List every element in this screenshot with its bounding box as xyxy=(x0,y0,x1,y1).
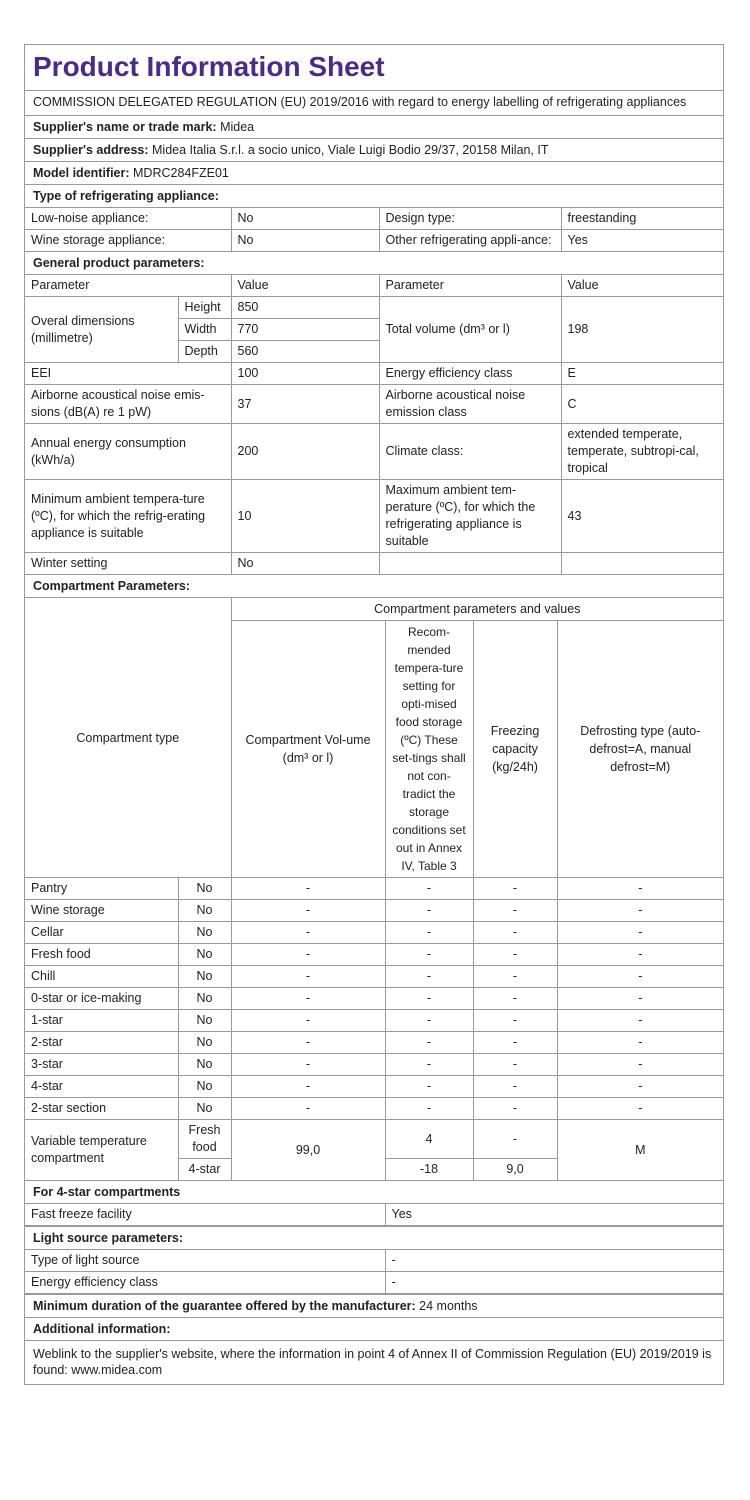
compartment-defrost: - xyxy=(557,922,723,944)
max-temp-label: Maximum ambient tem-perature (ºC), for which the refrigerating appliance is suitable xyxy=(379,480,561,553)
guarantee-value: 24 months xyxy=(419,1299,478,1313)
energy-class-label: Energy efficiency class xyxy=(379,363,561,385)
table-row xyxy=(25,966,723,988)
compartment-freezing: - xyxy=(473,1054,557,1076)
parameter-header-2: Parameter xyxy=(379,275,561,297)
volume-header: Compartment Vol-ume (dm³ or l) xyxy=(231,621,385,878)
compartment-freezing: - xyxy=(473,1076,557,1098)
light-type-label: Type of light source xyxy=(25,1250,385,1272)
variable-freeze-4star: 9,0 xyxy=(473,1159,557,1181)
compartment-name: Fresh food xyxy=(25,944,178,966)
general-parameters-table xyxy=(25,275,723,575)
compartment-temperature: - xyxy=(385,966,473,988)
compartment-name: 1-star xyxy=(25,1010,178,1032)
width-label: Width xyxy=(178,319,231,341)
compartment-freezing: - xyxy=(473,1010,557,1032)
compartment-name: 2-star xyxy=(25,1032,178,1054)
fast-freeze-label: Fast freeze facility xyxy=(25,1204,385,1226)
compartment-freezing: - xyxy=(473,1098,557,1120)
noise-class-value: C xyxy=(561,385,723,424)
compartment-volume: - xyxy=(231,966,385,988)
other-appliance-label: Other refrigerating appli-ance: xyxy=(379,230,561,252)
compartment-table xyxy=(25,598,723,1181)
max-temp-value: 43 xyxy=(561,480,723,553)
min-temp-value: 10 xyxy=(231,480,379,553)
compartment-freezing: - xyxy=(473,944,557,966)
compartment-volume: - xyxy=(231,1032,385,1054)
supplier-address-label: Supplier's address: xyxy=(33,143,149,157)
total-volume-value: 198 xyxy=(561,297,723,363)
compartment-name: Wine storage xyxy=(25,900,178,922)
general-heading: General product parameters: xyxy=(25,252,723,275)
supplier-name-label: Supplier's name or trade mark: xyxy=(33,120,217,134)
variable-temp-fresh: 4 xyxy=(385,1120,473,1159)
variable-mode-4star: 4-star xyxy=(178,1159,231,1181)
light-heading: Light source parameters: xyxy=(25,1226,723,1250)
compartment-freezing: - xyxy=(473,878,557,900)
compartment-defrost: - xyxy=(557,1032,723,1054)
table-row xyxy=(25,922,723,944)
depth-label: Depth xyxy=(178,341,231,363)
climate-class-label: Climate class: xyxy=(379,424,561,480)
compartment-volume: - xyxy=(231,878,385,900)
compartment-volume: - xyxy=(231,922,385,944)
compartment-present: No xyxy=(178,922,231,944)
low-noise-value: No xyxy=(231,208,379,230)
compartment-present: No xyxy=(178,878,231,900)
light-class-label: Energy efficiency class xyxy=(25,1272,385,1294)
compartment-temperature: - xyxy=(385,1076,473,1098)
fast-freeze-value: Yes xyxy=(385,1204,723,1226)
table-row xyxy=(25,1076,723,1098)
compartment-temperature: - xyxy=(385,1098,473,1120)
compartment-defrost: - xyxy=(557,1010,723,1032)
winter-setting-label: Winter setting xyxy=(25,553,231,575)
noise-value: 37 xyxy=(231,385,379,424)
design-type-value: freestanding xyxy=(561,208,723,230)
compartment-defrost: - xyxy=(557,878,723,900)
light-class-value: - xyxy=(385,1272,723,1294)
compartment-present: No xyxy=(178,1054,231,1076)
compartment-name: Chill xyxy=(25,966,178,988)
winter-setting-value: No xyxy=(231,553,379,575)
compartment-volume: - xyxy=(231,944,385,966)
compartment-name: Cellar xyxy=(25,922,178,944)
compartment-freezing: - xyxy=(473,1032,557,1054)
supplier-name-row xyxy=(25,116,723,139)
parameter-header: Parameter xyxy=(25,275,231,297)
compartment-present: No xyxy=(178,988,231,1010)
compartment-temperature: - xyxy=(385,1032,473,1054)
compartment-name: 0-star or ice-making xyxy=(25,988,178,1010)
compartment-present: No xyxy=(178,966,231,988)
low-noise-label: Low-noise appliance: xyxy=(25,208,231,230)
annual-energy-value: 200 xyxy=(231,424,379,480)
table-row xyxy=(25,1010,723,1032)
supplier-name-value: Midea xyxy=(220,120,255,134)
variable-temp-4star: -18 xyxy=(385,1159,473,1181)
depth-value: 560 xyxy=(231,341,379,363)
compartment-present: No xyxy=(178,1098,231,1120)
value-header-2: Value xyxy=(561,275,723,297)
compartment-temperature: - xyxy=(385,900,473,922)
compartment-name: 4-star xyxy=(25,1076,178,1098)
compartment-defrost: - xyxy=(557,1054,723,1076)
model-row xyxy=(25,162,723,185)
height-label: Height xyxy=(178,297,231,319)
compartment-temperature: - xyxy=(385,922,473,944)
design-type-label: Design type: xyxy=(379,208,561,230)
compartment-defrost: - xyxy=(557,966,723,988)
type-heading: Type of refrigerating appliance: xyxy=(25,185,723,208)
compartment-volume: - xyxy=(231,988,385,1010)
compartment-volume: - xyxy=(231,1098,385,1120)
compartment-name: 3-star xyxy=(25,1054,178,1076)
compartment-rows xyxy=(25,878,723,1120)
compartment-freezing: - xyxy=(473,900,557,922)
height-value: 850 xyxy=(231,297,379,319)
compartment-temperature: - xyxy=(385,988,473,1010)
table-row xyxy=(25,1054,723,1076)
dimensions-label: Overal dimensions (millimetre) xyxy=(25,297,178,363)
compartment-values-title: Compartment parameters and values xyxy=(231,598,723,621)
table-row xyxy=(25,900,723,922)
compartment-type-header: Compartment type xyxy=(25,598,231,878)
table-row xyxy=(25,878,723,900)
variable-compartment-label: Variable temperature compartment xyxy=(25,1120,178,1181)
compartment-freezing: - xyxy=(473,966,557,988)
eei-label: EEI xyxy=(25,363,231,385)
compartment-defrost: - xyxy=(557,988,723,1010)
compartment-temperature: - xyxy=(385,1010,473,1032)
variable-freeze-fresh: - xyxy=(473,1120,557,1159)
product-information-sheet xyxy=(24,44,724,1385)
compartment-defrost: - xyxy=(557,1076,723,1098)
noise-class-label: Airborne acoustical noise emission class xyxy=(379,385,561,424)
variable-mode-fresh: Fresh food xyxy=(178,1120,231,1159)
compartment-present: No xyxy=(178,900,231,922)
compartment-heading: Compartment Parameters: xyxy=(25,575,723,598)
annual-energy-label: Annual energy consumption (kWh/a) xyxy=(25,424,231,480)
other-appliance-value: Yes xyxy=(561,230,723,252)
compartment-name: 2-star section xyxy=(25,1098,178,1120)
wine-storage-label: Wine storage appliance: xyxy=(25,230,231,252)
climate-class-value: extended temperate, temperate, subtropi-cal, tropical xyxy=(561,424,723,480)
table-row xyxy=(25,1032,723,1054)
temperature-header: Recom-mended tempera-ture setting for opti-mised food storage (ºC) These set-tings shall not con-tradict the storage conditions set out in Annex IV, Table 3 xyxy=(385,621,473,878)
compartment-volume: - xyxy=(231,900,385,922)
min-temp-label: Minimum ambient tempera-ture (ºC), for which the refrig-erating appliance is suitable xyxy=(25,480,231,553)
light-table xyxy=(25,1250,723,1294)
compartment-present: No xyxy=(178,1010,231,1032)
wine-storage-value: No xyxy=(231,230,379,252)
energy-class-value: E xyxy=(561,363,723,385)
compartment-name: Pantry xyxy=(25,878,178,900)
model-label: Model identifier: xyxy=(33,166,130,180)
page-title: Product Information Sheet xyxy=(25,45,723,91)
compartment-defrost: - xyxy=(557,1098,723,1120)
additional-heading: Additional information: xyxy=(25,1318,723,1341)
table-row xyxy=(25,944,723,966)
compartment-volume: - xyxy=(231,1010,385,1032)
compartment-freezing: - xyxy=(473,922,557,944)
compartment-defrost: - xyxy=(557,944,723,966)
compartment-freezing: - xyxy=(473,988,557,1010)
model-value: MDRC284FZE01 xyxy=(133,166,229,180)
width-value: 770 xyxy=(231,319,379,341)
compartment-temperature: - xyxy=(385,944,473,966)
supplier-address-row xyxy=(25,139,723,162)
four-star-heading: For 4-star compartments xyxy=(25,1181,723,1204)
appliance-type-table xyxy=(25,208,723,252)
compartment-present: No xyxy=(178,1032,231,1054)
eei-value: 100 xyxy=(231,363,379,385)
weblink-text: Weblink to the supplier's website, where the information in point 4 of Annex II of Commission Regulation (EU) 2019/2019 is found: www.midea.com xyxy=(33,1347,712,1377)
regulation-text: COMMISSION DELEGATED REGULATION (EU) 2019/2016 with regard to energy labelling of refrigerating appliances xyxy=(25,91,723,116)
guarantee-label: Minimum duration of the guarantee offered by the manufacturer: xyxy=(33,1299,416,1313)
compartment-volume: - xyxy=(231,1054,385,1076)
compartment-volume: - xyxy=(231,1076,385,1098)
compartment-defrost: - xyxy=(557,900,723,922)
fast-freeze-table xyxy=(25,1204,723,1226)
compartment-temperature: - xyxy=(385,1054,473,1076)
variable-defrost: M xyxy=(557,1120,723,1181)
defrost-header: Defrosting type (auto-defrost=A, manual defrost=M) xyxy=(557,621,723,878)
freezing-header: Freezing capacity (kg/24h) xyxy=(473,621,557,878)
table-row xyxy=(25,1098,723,1120)
table-row xyxy=(25,988,723,1010)
compartment-present: No xyxy=(178,944,231,966)
total-volume-label: Total volume (dm³ or l) xyxy=(379,297,561,363)
supplier-address-value: Midea Italia S.r.l. a socio unico, Viale Luigi Bodio 29/37, 20158 Milan, IT xyxy=(152,143,549,157)
guarantee-row xyxy=(25,1294,723,1318)
variable-volume: 99,0 xyxy=(231,1120,385,1181)
compartment-temperature: - xyxy=(385,878,473,900)
light-type-value: - xyxy=(385,1250,723,1272)
compartment-present: No xyxy=(178,1076,231,1098)
value-header: Value xyxy=(231,275,379,297)
noise-label: Airborne acoustical noise emis-sions (dB(A) re 1 pW) xyxy=(25,385,231,424)
